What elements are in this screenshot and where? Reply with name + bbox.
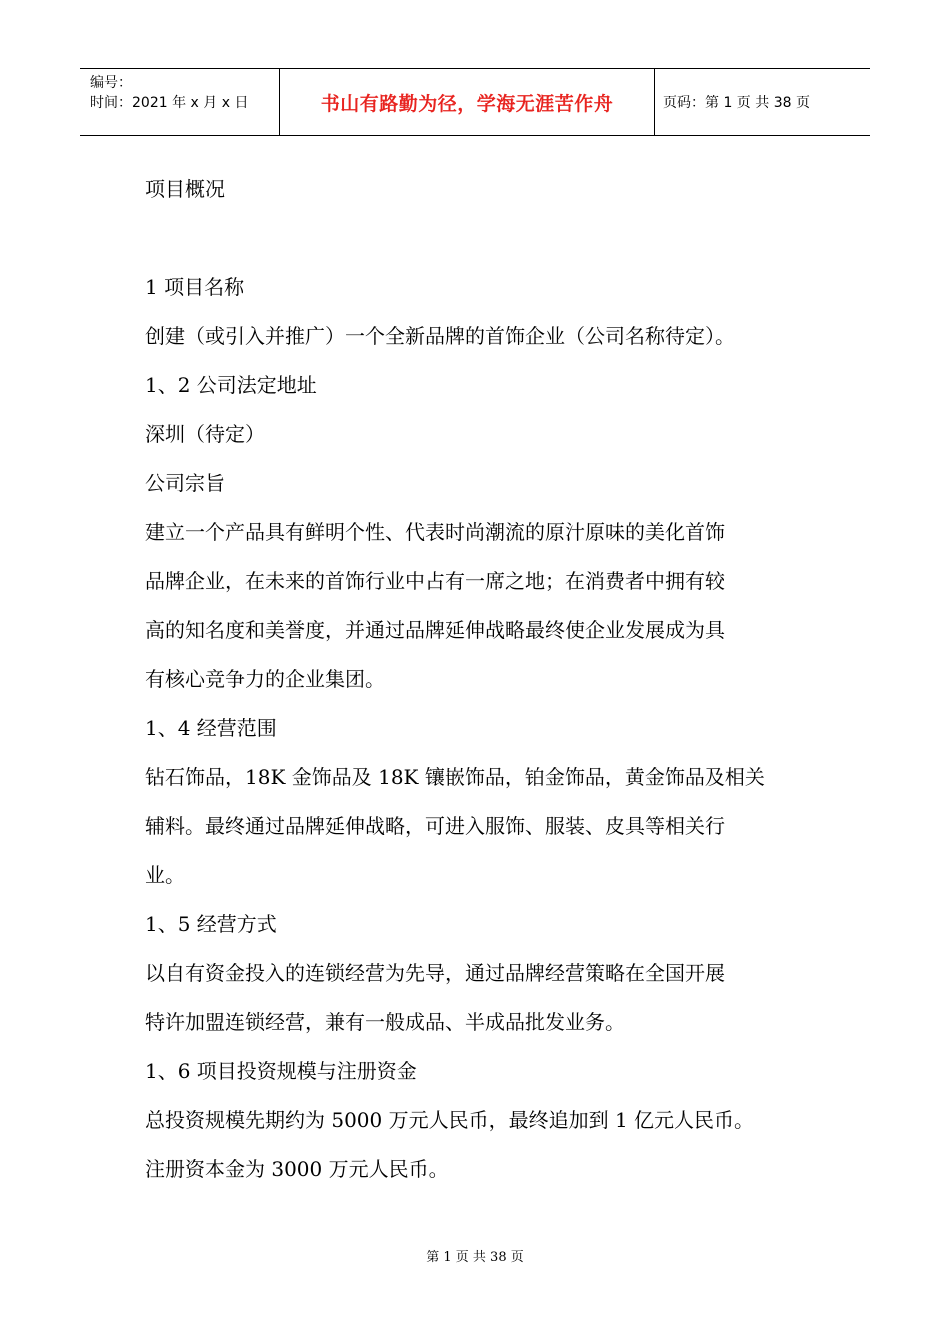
heading-investment: 1、6 项目投资规模与注册资金: [145, 1059, 417, 1083]
paragraph-line: 辅料。最终通过品牌延伸战略，可进入服饰、服装、皮具等相关行: [145, 814, 725, 838]
heading-purpose: 公司宗旨: [145, 471, 225, 495]
header-page-info: 页码：第 1 页 共 38 页: [663, 95, 810, 111]
paragraph-line: 创建（或引入并推广）一个全新品牌的首饰企业（公司名称待定）。: [145, 324, 735, 348]
header-time-label: 时间：2021 年 x 月 x 日: [90, 95, 249, 111]
paragraph-line: 注册资本金为 3000 万元人民币。: [145, 1157, 449, 1181]
paragraph-line: 以自有资金投入的连锁经营为先导，通过品牌经营策略在全国开展: [145, 961, 725, 985]
paragraph-line: 总投资规模先期约为 5000 万元人民币，最终追加到 1 亿元人民币。: [145, 1108, 755, 1132]
heading-business-scope: 1、4 经营范围: [145, 716, 277, 740]
header-motto: 书山有路勤为径，学海无涯苦作舟: [280, 69, 655, 135]
header-meta: [80, 69, 280, 135]
page-footer: 第 1 页 共 38 页: [426, 1250, 524, 1265]
paragraph-line: 钻石饰品，18K 金饰品及 18K 镶嵌饰品，铂金饰品，黄金饰品及相关: [145, 765, 765, 789]
paragraph-line: 有核心竞争力的企业集团。: [145, 667, 385, 691]
blank-line: [145, 214, 815, 263]
paragraph-line: 品牌企业，在未来的首饰行业中占有一席之地；在消费者中拥有较: [145, 569, 725, 593]
document-body: [145, 165, 815, 1194]
heading-legal-address: 1、2 公司法定地址: [145, 373, 317, 397]
paragraph-line: 高的知名度和美誉度，并通过品牌延伸战略最终使企业发展成为具: [145, 618, 725, 642]
paragraph-line: 特许加盟连锁经营，兼有一般成品、半成品批发业务。: [145, 1010, 625, 1034]
heading-project-name: 1 项目名称: [145, 275, 245, 299]
paragraph-line: 深圳（待定）: [145, 422, 265, 446]
section-title: 项目概况: [145, 177, 225, 201]
heading-business-mode: 1、5 经营方式: [145, 912, 277, 936]
paragraph-line: 业。: [145, 863, 185, 887]
paragraph-line: 建立一个产品具有鲜明个性、代表时尚潮流的原汁原味的美化首饰: [145, 520, 725, 544]
header-number-label: 编号：: [90, 75, 132, 91]
page-header: [80, 68, 870, 136]
